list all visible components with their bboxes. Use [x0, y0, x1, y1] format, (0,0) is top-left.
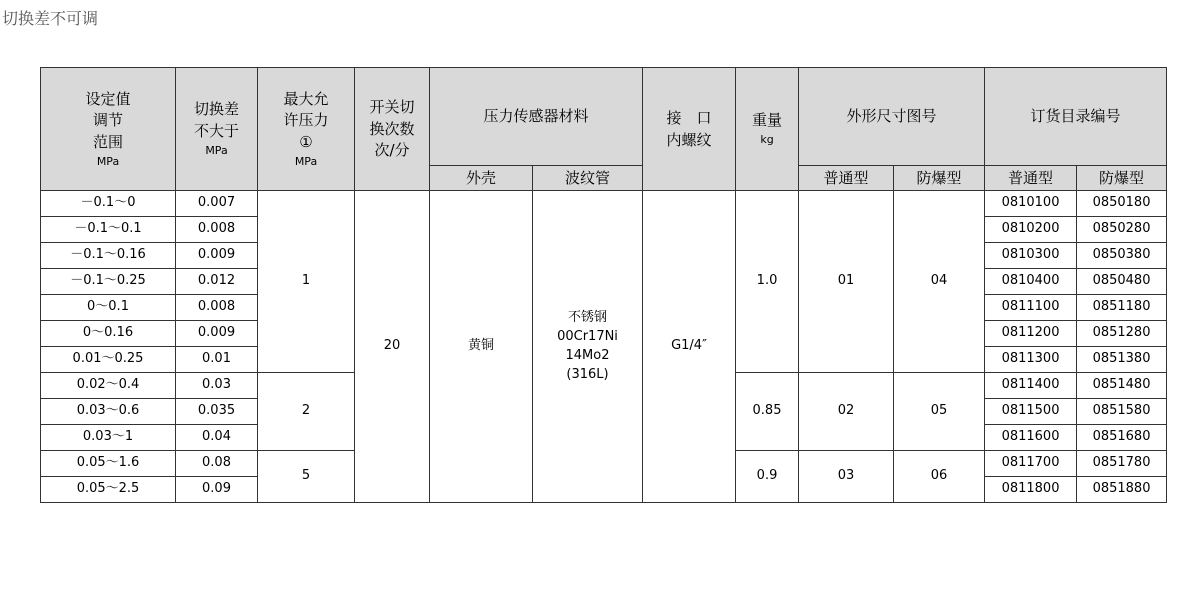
cell-code-ex: 0851480: [1077, 373, 1167, 399]
cell-code-std: 0811600: [985, 425, 1077, 451]
page-title: 切换差不可调: [2, 9, 99, 28]
cell-range: 0.02～0.4: [41, 373, 176, 399]
cell-drawing-ex: 06: [894, 451, 985, 503]
cell-drawing-std: 02: [799, 373, 894, 451]
cell-code-ex: 0851380: [1077, 347, 1167, 373]
cell-diff: 0.008: [176, 295, 258, 321]
header-drawing-ex: 防爆型: [894, 166, 985, 191]
cell-code-std: 0810100: [985, 191, 1077, 217]
cell-range: 0.03～1: [41, 425, 176, 451]
cell-code-ex: 0851280: [1077, 321, 1167, 347]
cell-drawing-std: 01: [799, 191, 894, 373]
cell-code-std: 0811100: [985, 295, 1077, 321]
cell-diff: 0.08: [176, 451, 258, 477]
cell-max-pressure: 5: [258, 451, 355, 503]
cell-code-std: 0811300: [985, 347, 1077, 373]
cell-code-std: 0810200: [985, 217, 1077, 243]
cell-code-ex: 0851580: [1077, 399, 1167, 425]
cell-code-ex: 0851180: [1077, 295, 1167, 321]
cell-shell: 黄铜: [430, 191, 533, 503]
cell-diff: 0.007: [176, 191, 258, 217]
cell-diff: 0.008: [176, 217, 258, 243]
table-row: [41, 191, 1167, 217]
cell-drawing-ex: 04: [894, 191, 985, 373]
header-switch-diff: 切换差 不大于 MPa: [176, 68, 258, 191]
header-weight: 重量 kg: [736, 68, 799, 191]
cell-code-ex: 0851880: [1077, 477, 1167, 503]
cell-diff: 0.09: [176, 477, 258, 503]
cell-range: －0.1～0.1: [41, 217, 176, 243]
cell-diff: 0.01: [176, 347, 258, 373]
cell-range: 0.05～1.6: [41, 451, 176, 477]
cell-code-std: 0811700: [985, 451, 1077, 477]
cell-code-std: 0811500: [985, 399, 1077, 425]
cell-diff: 0.04: [176, 425, 258, 451]
header-order: 订货目录编号: [985, 68, 1167, 166]
header-material: 压力传感器材料: [430, 68, 643, 166]
cell-range: 0～0.1: [41, 295, 176, 321]
cell-range: 0.01～0.25: [41, 347, 176, 373]
header-drawing: 外形尺寸图号: [799, 68, 985, 166]
cell-diff: 0.035: [176, 399, 258, 425]
cell-range: 0.05～2.5: [41, 477, 176, 503]
cell-range: －0.1～0.25: [41, 269, 176, 295]
cell-max-pressure: 1: [258, 191, 355, 373]
cell-code-std: 0810400: [985, 269, 1077, 295]
header-material-bellows: 波纹管: [533, 166, 643, 191]
cell-weight: 1.0: [736, 191, 799, 373]
cell-diff: 0.03: [176, 373, 258, 399]
spec-table: [40, 67, 1167, 503]
cell-diff: 0.012: [176, 269, 258, 295]
cell-max-pressure: 2: [258, 373, 355, 451]
cell-diff: 0.009: [176, 321, 258, 347]
cell-drawing-ex: 05: [894, 373, 985, 451]
cell-code-ex: 0850480: [1077, 269, 1167, 295]
cell-switch-count: 20: [355, 191, 430, 503]
cell-code-std: 0811400: [985, 373, 1077, 399]
cell-range: －0.1～0: [41, 191, 176, 217]
cell-code-std: 0811800: [985, 477, 1077, 503]
cell-port: G1/4″: [643, 191, 736, 503]
cell-weight: 0.9: [736, 451, 799, 503]
header-port: 接 口 内螺纹: [643, 68, 736, 191]
cell-code-std: 0811200: [985, 321, 1077, 347]
cell-code-ex: 0851680: [1077, 425, 1167, 451]
cell-range: 0.03～0.6: [41, 399, 176, 425]
cell-range: －0.1～0.16: [41, 243, 176, 269]
cell-code-ex: 0850180: [1077, 191, 1167, 217]
header-order-ex: 防爆型: [1077, 166, 1167, 191]
cell-code-std: 0810300: [985, 243, 1077, 269]
header-set-range: 设定值 调节 范围 MPa: [41, 68, 176, 191]
cell-code-ex: 0851780: [1077, 451, 1167, 477]
header-order-std: 普通型: [985, 166, 1077, 191]
cell-drawing-std: 03: [799, 451, 894, 503]
cell-code-ex: 0850280: [1077, 217, 1167, 243]
cell-bellows: 不锈钢 00Cr17Ni 14Mo2 (316L): [533, 191, 643, 503]
cell-range: 0～0.16: [41, 321, 176, 347]
cell-weight: 0.85: [736, 373, 799, 451]
header-material-shell: 外壳: [430, 166, 533, 191]
cell-diff: 0.009: [176, 243, 258, 269]
header-switch-count: 开关切 换次数 次/分: [355, 68, 430, 191]
cell-code-ex: 0850380: [1077, 243, 1167, 269]
header-drawing-std: 普通型: [799, 166, 894, 191]
header-max-pressure: 最大允 许压力 ① MPa: [258, 68, 355, 191]
